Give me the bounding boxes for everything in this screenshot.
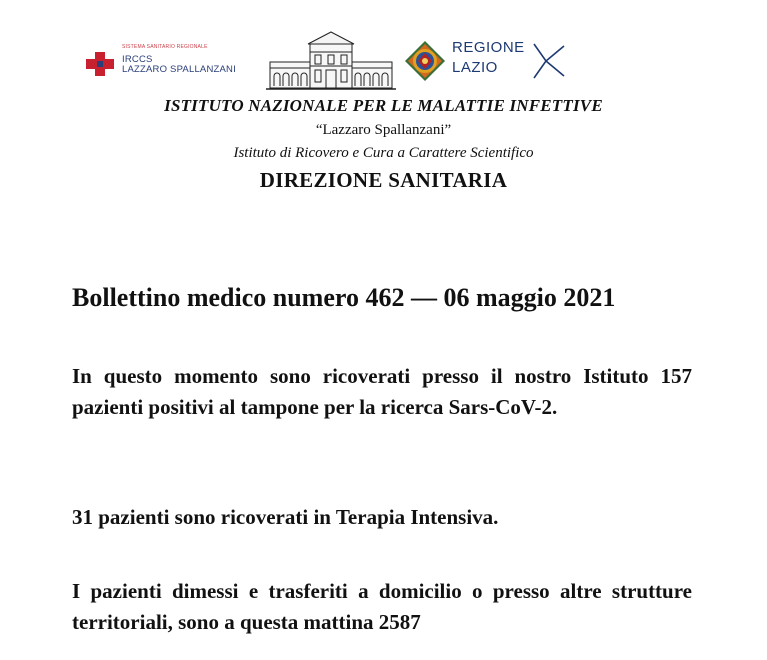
bulletin-title: Bollettino medico numero 462 — 06 maggio 2021: [72, 283, 616, 312]
regione-chevron-icon: [532, 42, 566, 80]
bulletin-paragraph-intensive-care: 31 pazienti sono ricoverati in Terapia Intensiva.: [72, 505, 499, 529]
bulletin-paragraph-discharged: I pazienti dimessi e trasferiti a domicilio o presso altre strutture territoriali, sono a questa mattina 2587: [72, 579, 692, 634]
spallanzani-logo: [86, 44, 256, 78]
department-title: DIREZIONE SANITARIA: [259, 168, 508, 192]
regione-line1: REGIONE: [452, 39, 525, 56]
regione-line2: LAZIO: [452, 59, 498, 76]
institute-subtitle: “Lazzaro Spallanzani”: [315, 122, 452, 138]
regione-emblem-icon: [404, 40, 446, 82]
bulletin-paragraph-hospitalized: In questo momento sono ricoverati presso il nostro Istituto 157 pazienti positivi al tampone per la ricerca Sars-CoV-2.: [72, 364, 692, 419]
spallanzani-line2: LAZZARO SPALLANZANI: [122, 64, 236, 75]
institute-name: ISTITUTO NAZIONALE PER LE MALATTIE INFETTIVE: [164, 96, 603, 115]
regione-lazio-logo: [404, 38, 569, 86]
spallanzani-caption: SISTEMA SANITARIO REGIONALE: [122, 44, 208, 50]
spallanzani-line1: IRCCS: [122, 54, 153, 65]
institute-building-icon: [266, 30, 396, 92]
institute-type: Istituto di Ricovero e Cura a Carattere Scientifico: [233, 145, 534, 161]
red-cross-icon: [86, 52, 114, 76]
header-logos: [0, 0, 767, 100]
